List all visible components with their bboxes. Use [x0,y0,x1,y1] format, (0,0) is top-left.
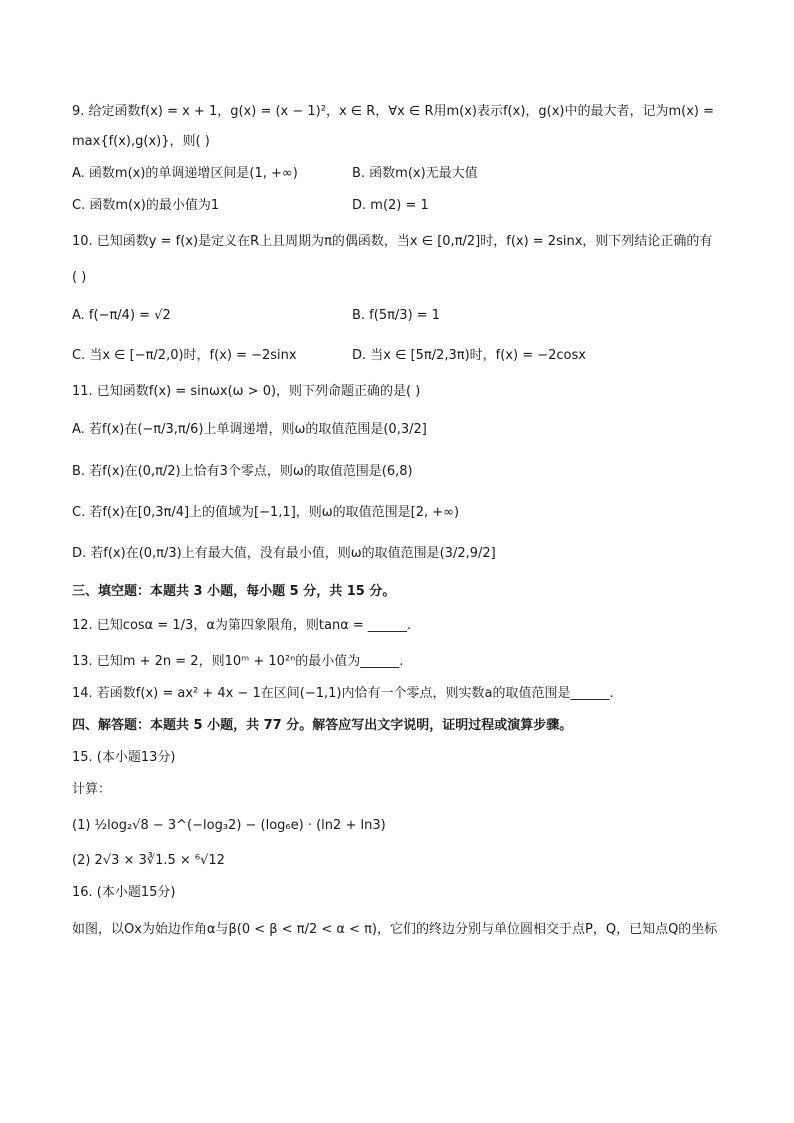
q10-option-a: A. f(−π/4) = √2 [72,308,171,323]
q9-option-a: A. 函数m(x)的单调递增区间是(1, +∞) [72,166,298,181]
q11-option-a: A. 若f(x)在(−π/3,π/6)上单调递增，则ω的取值范围是(0,3/2] [72,422,427,437]
q12-text: 12. 已知cosα = 1/3，α为第四象限角，则tanα = ______. [72,618,412,633]
q10-option-c: C. 当x ∈ [−π/2,0)时，f(x) = −2sinx [72,348,297,363]
q9-option-d: D. m(2) = 1 [352,198,429,213]
q10-option-d: D. 当x ∈ [5π/2,3π)时，f(x) = −2cosx [352,348,586,363]
q10-stem-line2: ( ) [72,270,87,285]
q14-text: 14. 若函数f(x) = ax² + 4x − 1在区间(−1,1)内恰有一个零点，则实数a的取值范围是______. [72,686,614,701]
q10-option-b: B. f(5π/3) = 1 [352,308,441,323]
q15-intro: 计算： [72,782,112,797]
q10-stem-line1: 10. 已知函数y = f(x)是定义在R上且周期为π的偶函数，当x ∈ [0,π/2]时，f(x) = 2sinx，则下列结论正确的有 [72,234,713,249]
q13-text: 13. 已知m + 2n = 2，则10ᵐ + 10²ⁿ的最小值为______. [72,654,404,669]
q11-stem: 11. 已知函数f(x) = sinωx(ω > 0)，则下列命题正确的是( ) [72,384,421,399]
q16-header: 16. (本小题15分) [72,885,176,900]
q15-part1: (1) ½log₂√8 − 3^(−log₃2) − (log₆e) · (ln2 + ln3) [72,818,386,833]
q9-stem-line2: max{f(x),g(x)}，则( ) [72,134,210,149]
section-3-header: 三、填空题：本题共 3 小题，每小题 5 分，共 15 分。 [72,584,396,599]
q11-option-c: C. 若f(x)在[0,3π/4]上的值域为[−1,1]，则ω的取值范围是[2, +∞) [72,505,460,520]
q15-part2: (2) 2√3 × 3∛1.5 × ⁶√12 [72,853,225,868]
q11-option-d: D. 若f(x)在(0,π/3)上有最大值，没有最小值，则ω的取值范围是(3/2,9/2] [72,546,496,561]
q9-stem-line1: 9. 给定函数f(x) = x + 1，g(x) = (x − 1)²，x ∈ R，∀x ∈ R用m(x)表示f(x)，g(x)中的最大者，记为m(x) = [72,104,715,119]
q15-header: 15. (本小题13分) [72,750,176,765]
q9-option-b: B. 函数m(x)无最大值 [352,166,478,181]
section-4-header: 四、解答题：本题共 5 小题，共 77 分。解答应写出文字说明，证明过程或演算步骤。 [72,718,573,733]
q16-stem: 如图，以Ox为始边作角α与β(0 < β < π/2 < α < π)，它们的终边分别与单位圆相交于点P，Q，已知点Q的坐标 [72,922,718,937]
q9-option-c: C. 函数m(x)的最小值为1 [72,198,220,213]
q11-option-b: B. 若f(x)在(0,π/2)上恰有3个零点，则ω的取值范围是(6,8) [72,464,413,479]
